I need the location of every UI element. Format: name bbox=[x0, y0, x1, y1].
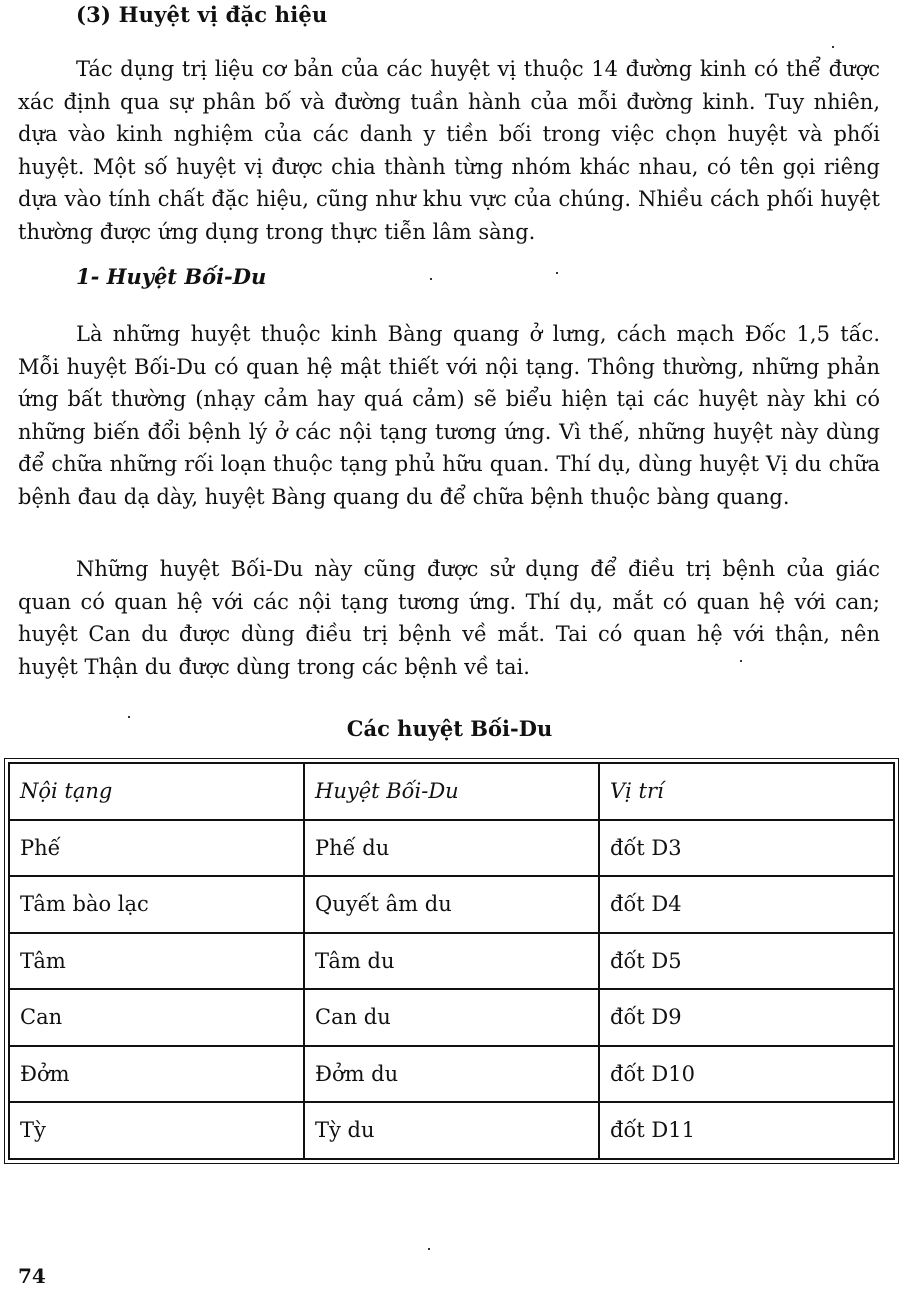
table-row bbox=[9, 989, 894, 1046]
table-cell-organ: Tâm bbox=[9, 933, 304, 990]
column-header-location: Vị trí bbox=[599, 763, 894, 820]
scan-speck bbox=[430, 278, 432, 280]
table-cell-organ: Can bbox=[9, 989, 304, 1046]
table-cell-organ: Tỳ bbox=[9, 1102, 304, 1159]
table-cell-location: đốt D4 bbox=[599, 876, 894, 933]
table-cell-acupoint: Can du bbox=[304, 989, 599, 1046]
paragraph-intro: Tác dụng trị liệu cơ bản của các huyệt vị thuộc 14 đường kinh có thể được xác định qua sự phân bố và đường tuần hành của mỗi đường kinh. Tuy nhiên, dựa vào kinh nghiệm của các danh y tiền bối trong việc chọn huyệt và phối huyệt. Một số huyệt vị được chia thành từng nhóm khác nhau, có tên gọi riêng dựa vào tính chất đặc hiệu, cũng như khu vực của chúng. Nhiều cách phối huyệt thường được ứng dụng trong thực tiễn lâm sàng. bbox=[18, 57, 880, 244]
table-row bbox=[9, 820, 894, 877]
table-title: Các huyệt Bối-Du bbox=[346, 716, 553, 741]
subsection-heading: 1- Huyệt Bối-Du bbox=[76, 264, 267, 289]
table-cell-organ: Đởm bbox=[9, 1046, 304, 1103]
table-cell-acupoint: Tâm du bbox=[304, 933, 599, 990]
paragraph-boi-du-sense-organs: Những huyệt Bối-Du này cũng được sử dụng để điều trị bệnh của giác quan có quan hệ với các nội tạng tương ứng. Thí dụ, mắt có quan hệ với can; huyệt Can du được dùng điều trị bệnh về mắt. Tai có quan hệ với thận, nên huyệt Thận du được dùng trong các bệnh về tai. bbox=[18, 557, 880, 679]
table-cell-location: đốt D9 bbox=[599, 989, 894, 1046]
section-heading: (3) Huyệt vị đặc hiệu bbox=[76, 2, 328, 27]
column-header-acupoint: Huyệt Bối-Du bbox=[304, 763, 599, 820]
scan-speck bbox=[556, 272, 558, 274]
paragraph-boi-du-definition: Là những huyệt thuộc kinh Bàng quang ở lưng, cách mạch Đốc 1,5 tấc. Mỗi huyệt Bối-Du có quan hệ mật thiết với nội tạng. Thông thường, những phản ứng bất thường (nhạy cảm hay quá cảm) sẽ biểu hiện tại các huyệt này khi có những biến đổi bệnh lý ở các nội tạng tương ứng. Vì thế, những huyệt này dùng để chữa những rối loạn thuộc tạng phủ hữu quan. Thí dụ, dùng huyệt Vị du chữa bệnh đau dạ dày, huyệt Bàng quang du để chữa bệnh thuộc bàng quang. bbox=[18, 322, 880, 509]
table-cell-location: đốt D11 bbox=[599, 1102, 894, 1159]
table-cell-acupoint: Quyết âm du bbox=[304, 876, 599, 933]
scan-speck bbox=[128, 716, 130, 718]
table-cell-acupoint: Đởm du bbox=[304, 1046, 599, 1103]
table-row bbox=[9, 876, 894, 933]
scan-speck bbox=[740, 660, 742, 662]
boi-du-table-frame bbox=[4, 758, 899, 1164]
boi-du-table bbox=[8, 762, 895, 1160]
table-row bbox=[9, 933, 894, 990]
table-header-row bbox=[9, 763, 894, 820]
table-cell-organ: Phế bbox=[9, 820, 304, 877]
table-cell-location: đốt D3 bbox=[599, 820, 894, 877]
table-cell-location: đốt D10 bbox=[599, 1046, 894, 1103]
table-cell-organ: Tâm bào lạc bbox=[9, 876, 304, 933]
table-cell-acupoint: Tỳ du bbox=[304, 1102, 599, 1159]
column-header-organ: Nội tạng bbox=[9, 763, 304, 820]
page-number: 74 bbox=[18, 1264, 46, 1288]
table-cell-acupoint: Phế du bbox=[304, 820, 599, 877]
scan-speck bbox=[428, 1248, 430, 1250]
scan-speck bbox=[832, 46, 834, 48]
table-cell-location: đốt D5 bbox=[599, 933, 894, 990]
table-row bbox=[9, 1046, 894, 1103]
table-row bbox=[9, 1102, 894, 1159]
